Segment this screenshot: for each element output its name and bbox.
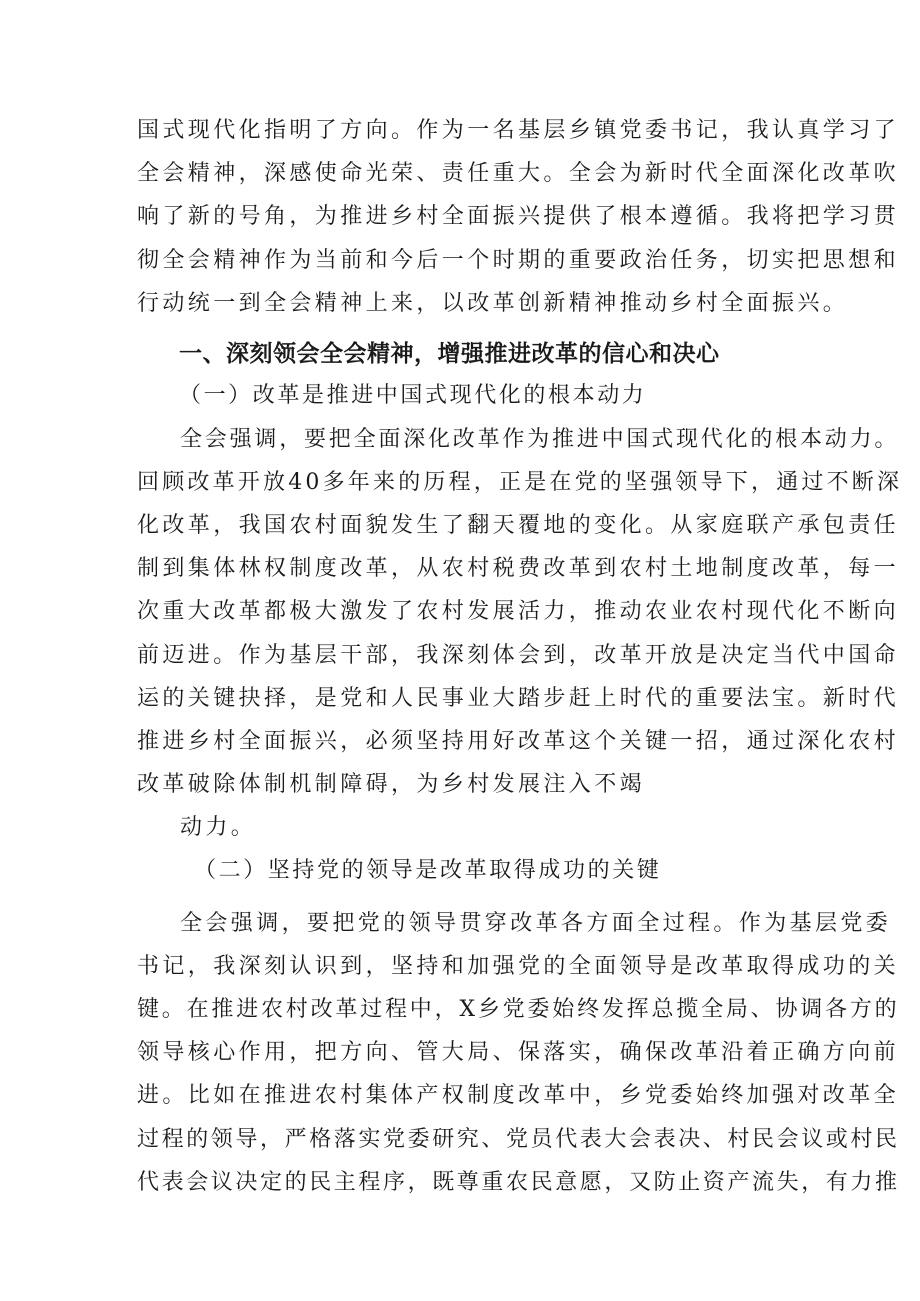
paragraph-line: 代表会议决定的民主程序，既尊重农民意愿，又防止资产流失，有力推 <box>137 1170 900 1195</box>
paragraph-line: 响了新的号角，为推进乡村全面振兴提供了根本遵循。我将把学习贯 <box>137 204 900 229</box>
paragraph-line: 回顾改革开放40多年来的历程，正是在党的坚强领导下，通过不断深 <box>137 470 903 495</box>
paragraph-line: 次重大改革都极大激发了农村发展活力，推动农业农村现代化不断向 <box>137 599 900 624</box>
paragraph-line: 键。在推进农村改革过程中，X乡党委始终发挥总揽全局、协调各方的 <box>137 997 900 1022</box>
section-heading: 一、深刻领会全会精神，增强推进改革的信心和决心 <box>179 341 720 367</box>
paragraph-line: 全会强调，要把党的领导贯穿改革各方面全过程。作为基层党委 <box>180 911 892 936</box>
paragraph-line: 全会强调，要把全面深化改革作为推进中国式现代化的根本动力。 <box>180 427 900 452</box>
paragraph-line: 进。比如在推进农村集体产权制度改革中，乡党委始终加强对改革全 <box>137 1083 900 1108</box>
paragraph-line: 推进乡村全面振兴，必须坚持用好改革这个关键一招，通过深化农村 <box>137 729 900 754</box>
paragraph-line: 化改革，我国农村面貌发生了翻天覆地的变化。从家庭联产承包责任 <box>137 513 900 538</box>
paragraph-line: 前迈进。作为基层干部，我深刻体会到，改革开放是决定当代中国命 <box>137 643 900 668</box>
paragraph-line: 运的关键抉择，是党和人民事业大踏步赶上时代的重要法宝。新时代 <box>137 686 900 711</box>
paragraph-line: 彻全会精神作为当前和今后一个时期的重要政治任务，切实把思想和 <box>137 248 900 273</box>
paragraph-line: 动力。 <box>180 815 257 840</box>
paragraph-line: 改革破除体制机制障碍，为乡村发展注入不竭 <box>137 772 646 797</box>
paragraph-line: 全会精神，深感使命光荣、责任重大。全会为新时代全面深化改革吹 <box>137 161 900 186</box>
subsection-heading: （二）坚持党的领导是改革取得成功的关键 <box>194 858 662 883</box>
paragraph-line: 领导核心作用，把方向、管大局、保落实，确保改革沿着正确方向前 <box>137 1040 900 1065</box>
subsection-heading: （一）改革是推进中国式现代化的根本动力 <box>179 383 647 408</box>
paragraph-line: 行动统一到全会精神上来，以改革创新精神推动乡村全面振兴。 <box>137 291 849 316</box>
paragraph-line: 过程的领导，严格落实党委研究、党员代表大会表决、村民会议或村民 <box>137 1127 900 1152</box>
paragraph-line: 制到集体林权制度改革，从农村税费改革到农村土地制度改革，每一 <box>137 556 900 581</box>
paragraph-line: 国式现代化指明了方向。作为一名基层乡镇党委书记，我认真学习了 <box>137 118 900 143</box>
paragraph-line: 书记，我深刻认识到，坚持和加强党的全面领导是改革取得成功的关 <box>137 954 900 979</box>
